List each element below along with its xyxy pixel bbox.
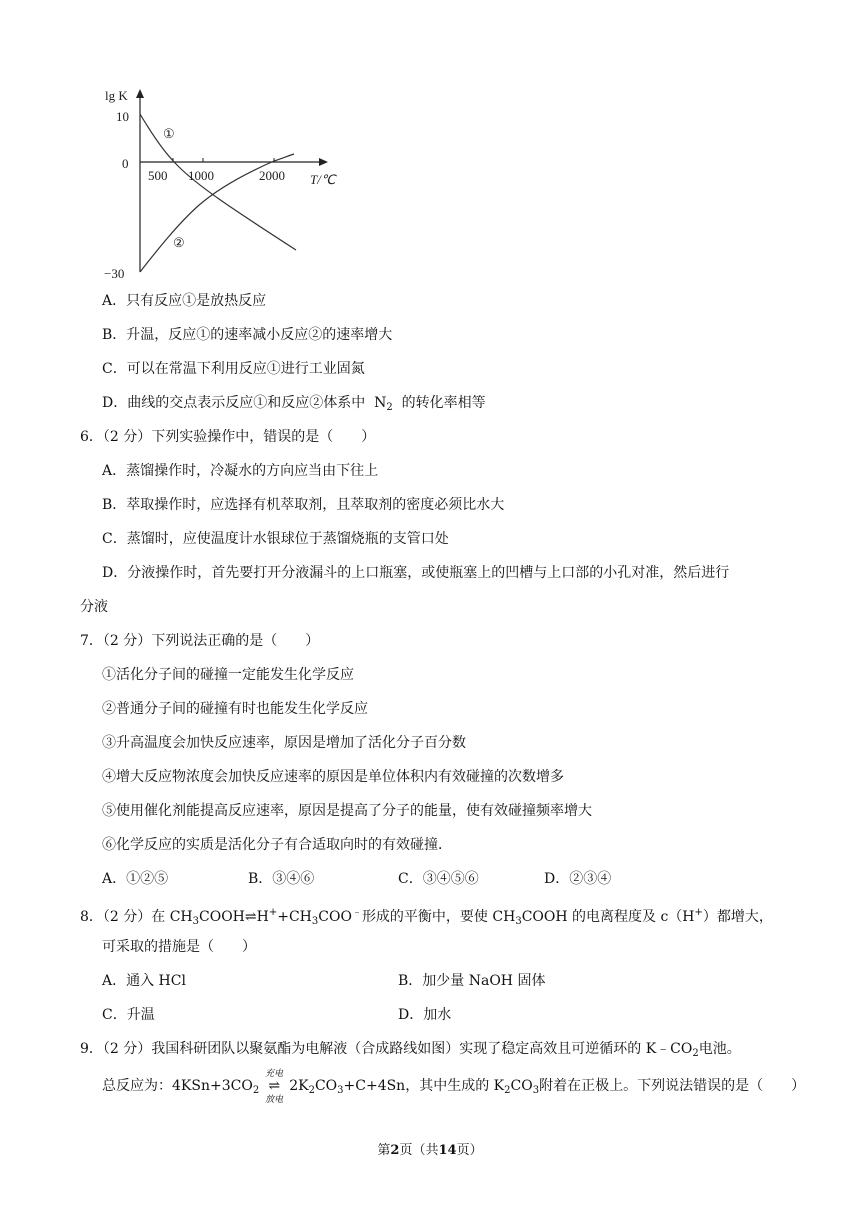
q8-option-d: D．加水 [398,1007,452,1023]
q7-statement-1: ①活化分子间的碰撞一定能发生化学反应 [102,667,354,683]
q8-stem-line2: 可采取的措施是（ ） [102,939,256,955]
y-tick-minus30: −30 [104,266,125,281]
q5-option-c: C．可以在常温下利用反应①进行工业固氮 [102,361,365,377]
q8-option-c: C．升温 [102,1007,155,1023]
y-axis-arrow [136,89,144,98]
curve-2-label: ② [173,235,185,250]
q7-statement-4: ④增大反应物浓度会加快反应速率的原因是单位体积内有效碰撞的次数增多 [102,769,564,785]
q6-stem: 6．（2 分）下列实验操作中，错误的是（ ） [80,429,376,445]
page-number: 2 [390,1143,400,1158]
q7-stem: 7．（2 分）下列说法正确的是（ ） [80,633,320,649]
q7-statement-3: ③升高温度会加快反应速率，原因是增加了活化分子百分数 [102,735,466,751]
q6-option-a: A．蒸馏操作时，冷凝水的方向应当由下往上 [102,463,379,479]
lgk-graph [98,84,368,284]
q9-stem-line1: 9．（2 分）我国科研团队以聚氨酯为电解液（合成路线如图）实现了稳定高效且可逆循环的 $K﹣CO_2$电池。 [80,1041,741,1059]
x-tick-label-2000: 2000 [259,168,285,183]
q7-option-d: D．②③④ [544,871,612,887]
x-axis-arrow [319,158,328,166]
y-tick-10: 10 [116,109,129,124]
curve-1-label: ① [163,126,175,141]
q6-option-d-line1: D．分液操作时，首先要打开分液漏斗的上口瓶塞，或使瓶塞上的凹槽与上口部的小孔对准，然后进行 [102,565,730,581]
page-total: 14 [438,1143,457,1158]
q7-statement-5: ⑤使用催化剂能提高反应速率，原因是提高了分子的能量，使有效碰撞频率增大 [102,803,592,819]
q6-option-b: B．萃取操作时，应选择有机萃取剂，且萃取剂的密度必须比水大 [102,497,505,513]
y-axis-label: lg K [105,88,128,103]
q5-option-b: B．升温，反应①的速率减小反应②的速率增大 [102,327,393,343]
q7-statement-6: ⑥化学反应的实质是活化分子有合适取向时的有效碰撞． [102,837,452,853]
x-axis-label: T/℃ [310,172,336,187]
q8-stem-line1: 8．（2 分）在 $CH_3COOH\rightleftharpoons H^++CH_3COO^﹣$形成的平衡中，要使 $CH_3COOH$ 的电离程度及 c（H+）都增大， [80,907,773,927]
q6-option-c: C．蒸馏时，应使温度计水银球位于蒸馏烧瓶的支管口处 [102,531,449,547]
q8-option-b: B．加少量 NaOH 固体 [398,973,546,989]
q8-option-a: A．通入 HCl [102,973,186,989]
x-tick-label-1000: 1000 [188,168,214,183]
q9-stem-line2: 总反应为：$4KSn+3CO_2$ 充电 ⇌ 放电 $2K_2CO_3+C+4Sn$，其中生成的 $K_2CO_3$附着在正极上。下列说法错误的是（ ） [102,1069,806,1105]
q7-statement-2: ②普通分子间的碰撞有时也能发生化学反应 [102,701,368,717]
x-tick-label-500: 500 [148,168,168,183]
q5-option-d: D．曲线的交点表示反应①和反应②体系中 $N_2$ 的转化率相等 [102,395,486,413]
q6-option-d-line2: 分液 [80,599,108,615]
reversible-arrow: 充电 ⇌ 放电 [265,1069,284,1105]
q5-option-a: A．只有反应①是放热反应 [102,293,267,309]
lgk-temperature-figure [98,84,368,284]
page-footer: 第2页（共14页） [377,1143,483,1158]
q7-option-a: A．①②⑤ [102,871,169,887]
q7-option-c: C．③④⑤⑥ [398,871,479,887]
q7-option-b: B．③④⑥ [248,871,315,887]
y-tick-0: 0 [122,156,129,171]
